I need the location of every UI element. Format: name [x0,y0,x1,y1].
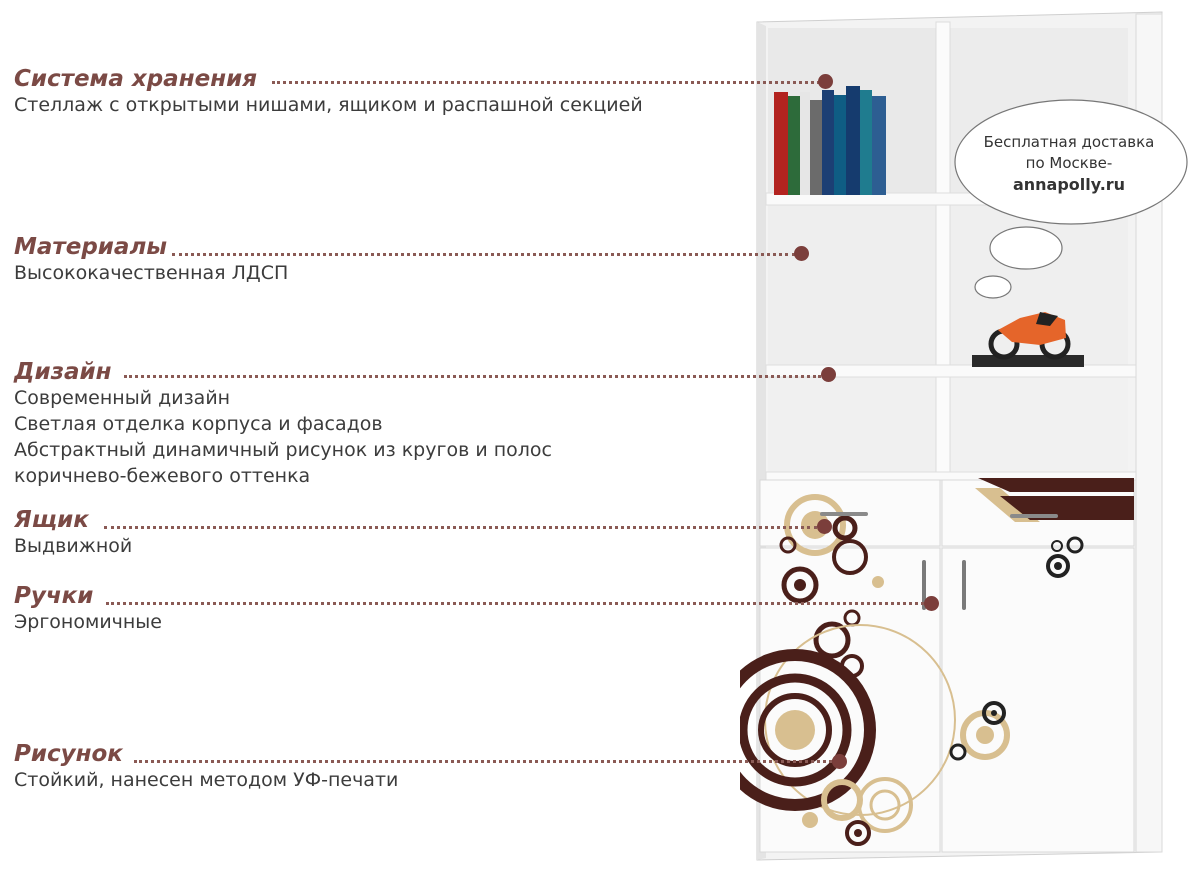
feature-line: Стеллаж с открытыми нишами, ящиком и распашной секцией [14,94,643,116]
feature-materials [14,234,288,286]
marker-dot [832,754,847,769]
feature-line: Эргономичные [14,611,163,633]
feature-line: Высококачественная ЛДСП [14,262,289,284]
feature-line: Стойкий, нанесен методом УФ-печати [14,769,399,791]
feature-line: Светлая отделка корпуса и фасадов [14,413,383,435]
leader-line [124,375,821,378]
feature-handles [14,583,162,635]
feature-line: Абстрактный динамичный рисунок из кругов и полос [14,439,552,461]
feature-drawer [14,507,132,559]
feature-print [14,741,398,793]
leader-line [172,253,795,256]
promo-line-2: по Москве- [1025,154,1113,172]
leader-line [134,760,832,763]
marker-dot [821,367,836,382]
books [774,86,886,195]
leader-line [272,81,820,84]
feature-title: Материалы [14,234,168,260]
feature-line: Выдвижной [14,535,133,557]
feature-storage [14,66,643,118]
marker-dot [794,246,809,261]
feature-title: Рисунок [14,741,123,767]
marker-dot [924,596,939,611]
feature-line: коричнево-бежевого оттенка [14,465,311,487]
promo-line-1: Бесплатная доставка [983,133,1155,151]
marker-dot [818,74,833,89]
leader-line [104,526,817,529]
promo-bubble [958,132,1180,195]
feature-line: Современный дизайн [14,387,231,409]
leader-line [106,602,924,605]
feature-title: Ручки [14,583,94,609]
feature-title: Дизайн [14,359,112,385]
marker-dot [817,519,832,534]
feature-title: Ящик [14,507,89,533]
feature-design [14,359,552,489]
promo-site: annapolly.ru [1012,175,1126,194]
feature-title: Система хранения [14,66,257,92]
